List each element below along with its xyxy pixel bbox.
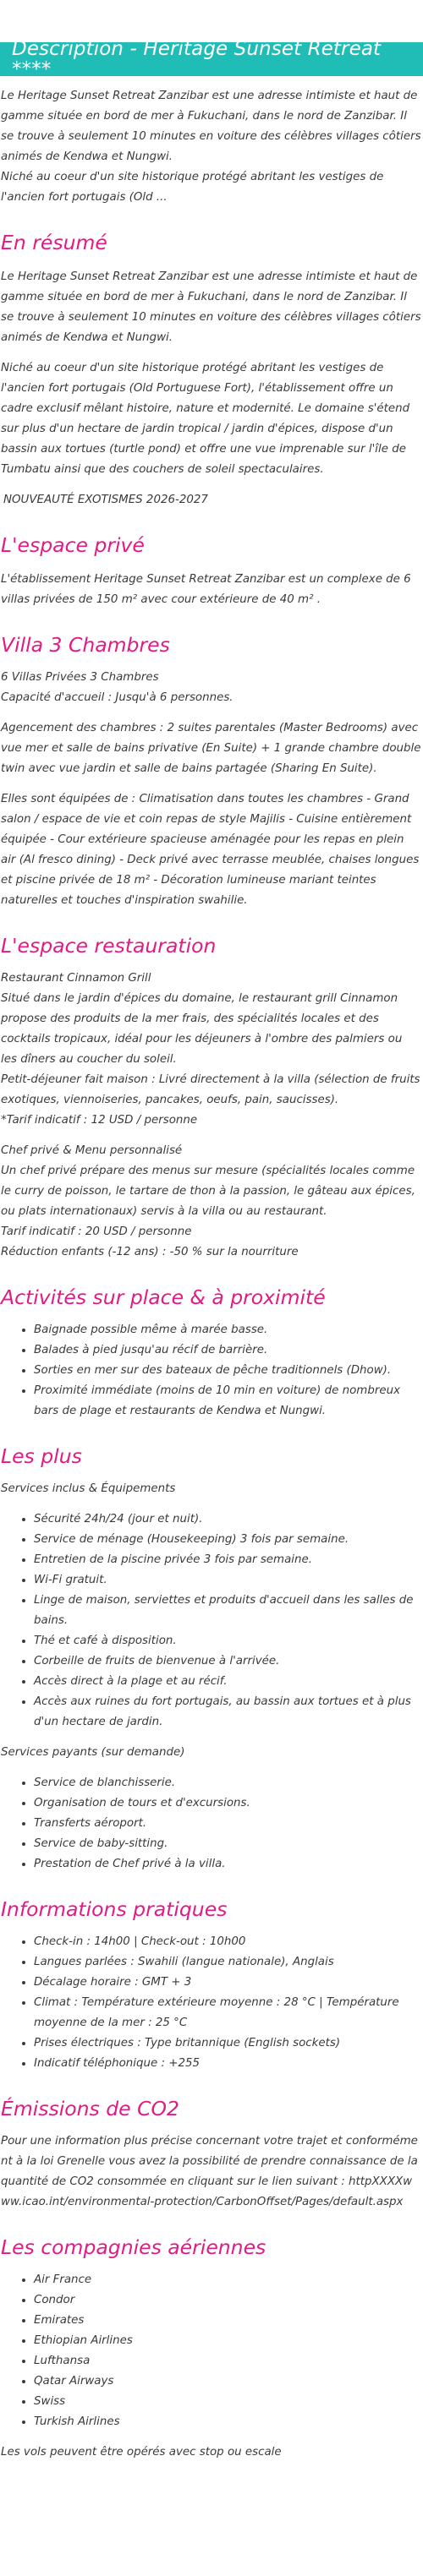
banner-title: Description - Heritage Sunset Retreat **** — [12, 38, 382, 80]
list-item: • Service de blanchisserie. — [34, 1773, 421, 1793]
list-item: • Entretien de la piscine privée 3 fois par semaine. — [34, 1550, 421, 1570]
list-item: • Accès aux ruines du fort portugais, au bassin aux tortues et à plus d'un hectare de jardin. — [34, 1692, 421, 1733]
section-title-plus: Les plus — [1, 1444, 82, 1468]
list-item: • Prises électriques : Type britannique (English sockets) — [34, 2033, 421, 2054]
plus-subtitle-2: Services payants (sur demande) — [1, 1746, 185, 1759]
villa-paragraph-2: Elles sont équipées de : Climatisation dans toutes les chambres - Grand salon / espace de vie et coin repas de style Majilis - Cuisine entièrement équipée - Cour extérieure spacieuse aménagée pour les repas en plein air (Al fresco dining) - Deck privé avec terrasse meublée, chaises longues et piscine privée de 18 m² - Décoration lumineuse mariant teintes naturelles et touches d'inspiration swahilie. — [1, 793, 420, 907]
list-item: • Condor — [34, 2290, 421, 2311]
activites-list — [1, 1320, 421, 1422]
list-item: • Service de baby-sitting. — [34, 1834, 421, 1854]
intro-paragraph-2: Niché au coeur d'un site historique protégé abritant les vestiges de l'ancien fort portugais (Old ... — [1, 171, 384, 204]
villa-paragraph-1: Agencement des chambres : 2 suites parentales (Master Bedrooms) avec vue mer et salle de bains privative (En Suite) + 1 grande chambre double twin avec vue jardin et salle de bains partagée (Sharing En Suite). — [1, 722, 421, 775]
section-title-resume: En résumé — [1, 231, 107, 254]
co2-paragraph: Pour une information plus précise concernant votre trajet et conformément à la loi Grenelle vous avez la possibilité de prendre connaissance de la quantité de CO2 consommée en cliquant sur le lien suivant : httpXXXXwww.icao.int/environmental-protection/CarbonOffset/Pages/default.aspx — [1, 2135, 418, 2208]
list-item: • Sorties en mer sur des bateaux de pêche traditionnels (Dhow). — [34, 1361, 421, 1381]
restauration-line-7: Tarif indicatif : 20 USD / personne — [1, 1225, 192, 1238]
restauration-line-1: Restaurant Cinnamon Grill — [1, 972, 151, 985]
list-item: • Corbeille de fruits de bienvenue à l'arrivée. — [34, 1651, 421, 1672]
plus-subtitle-1: Services inclus & Équipements — [1, 1482, 176, 1495]
section-title-airlines: Les compagnies aériennes — [1, 2235, 266, 2259]
list-item: • Transferts aéroport. — [34, 1814, 421, 1834]
restauration-line-5: Chef privé & Menu personnalisé — [1, 1144, 183, 1157]
restauration-line-4: *Tarif indicatif : 12 USD / personne — [1, 1114, 198, 1127]
restauration-line-6: Un chef privé prépare des menus sur mesure (spécialités locales comme le curry de poisson, le tartare de thon à la passion, le gâteau aux épices, ou plats internationaux) servis à la villa ou au restaurant. — [1, 1165, 415, 1218]
section-title-co2: Émissions de CO2 — [1, 2097, 179, 2120]
list-item: • Air France — [34, 2270, 421, 2290]
resume-paragraph-2: Niché au coeur d'un site historique protégé abritant les vestiges de l'ancien fort portugais (Old Portuguese Fort), l'établissement offre un cadre exclusif mêlant histoire, nature et modernité. Le domaine s'étend sur plus d'un hectare de jardin tropical / jardin d'épices, dispose d'un bassin aux tortues (turtle pond) et offre une vue imprenable sur l'île de Tumbatu ainsi que des couchers de soleil spectaculaires. — [1, 362, 410, 476]
list-item: • Wi-Fi gratuit. — [34, 1570, 421, 1591]
list-item: • Langues parlées : Swahili (langue nationale), Anglais — [34, 1952, 421, 1973]
list-item: • Décalage horaire : GMT + 3 — [34, 1973, 421, 1993]
list-item: • Proximité immédiate (moins de 10 min en voiture) de nombreux bars de plage et restaurants de Kendwa et Nungwi. — [34, 1381, 421, 1422]
plus-list-2 — [1, 1773, 421, 1875]
airlines-list — [1, 2270, 421, 2432]
main-content — [0, 86, 423, 2463]
list-item: • Prestation de Chef privé à la villa. — [34, 1854, 421, 1875]
list-item: • Turkish Airlines — [34, 2412, 421, 2432]
section-title-espace-prive: L'espace privé — [1, 533, 145, 557]
list-item: • Balades à pied jusqu'au récif de barrière. — [34, 1340, 421, 1361]
restauration-line-3: Petit-déjeuner fait maison : Livré directement à la villa (sélection de fruits exotiques, viennoiseries, pancakes, oeufs, pain, saucisses). — [1, 1073, 420, 1106]
list-item: • Indicatif téléphonique : +255 — [34, 2054, 421, 2074]
list-item: • Baignade possible même à marée basse. — [34, 1320, 421, 1340]
list-item: • Qatar Airways — [34, 2371, 421, 2392]
list-item: • Swiss — [34, 2392, 421, 2412]
villa-line-1: 6 Villas Privées 3 Chambres — [1, 671, 159, 684]
list-item: • Lufthansa — [34, 2351, 421, 2371]
infos-list — [1, 1932, 421, 2074]
list-item: • Sécurité 24h/24 (jour et nuit). — [34, 1509, 421, 1530]
list-item: • Ethiopian Airlines — [34, 2331, 421, 2351]
list-item: • Service de ménage (Housekeeping) 3 fois par semaine. — [34, 1530, 421, 1550]
resume-paragraph-1: Le Heritage Sunset Retreat Zanzibar est une adresse intimiste et haut de gamme située en bord de mer à Fukuchani, dans le nord de Zanzibar. Il se trouve à seulement 10 minutes en voiture des célèbres villages côtiers animés de Kendwa et Nungwi. — [1, 270, 421, 344]
list-item: • Climat : Température extérieure moyenne : 28 °C | Température moyenne de la mer : 25 °C — [34, 1993, 421, 2033]
villa-line-2: Capacité d'accueil : Jusqu'à 6 personnes. — [1, 691, 233, 704]
list-item: • Accès direct à la plage et au récif. — [34, 1672, 421, 1692]
section-title-infos: Informations pratiques — [1, 1897, 228, 1921]
description-banner — [0, 38, 423, 80]
section-title-activites: Activités sur place & à proximité — [1, 1285, 326, 1309]
section-title-villa: Villa 3 Chambres — [1, 633, 170, 657]
list-item: • Linge de maison, serviettes et produits d'accueil dans les salles de bains. — [34, 1591, 421, 1631]
airlines-note: Les vols peuvent être opérés avec stop ou escale — [1, 2446, 282, 2459]
plus-list-1 — [1, 1509, 421, 1733]
espace-prive-paragraph: L'établissement Heritage Sunset Retreat Zanzibar est un complexe de 6 villas privées de 150 m² avec cour extérieure de 40 m² . — [1, 573, 411, 606]
intro-paragraph: Le Heritage Sunset Retreat Zanzibar est une adresse intimiste et haut de gamme située en bord de mer à Fukuchani, dans le nord de Zanzibar. Il se trouve à seulement 10 minutes en voiture des célèbres villages côtiers animés de Kendwa et Nungwi. — [1, 90, 421, 163]
list-item: • Emirates — [34, 2311, 421, 2331]
list-item: • Check-in : 14h00 | Check-out : 10h00 — [34, 1932, 421, 1952]
restauration-line-2: Situé dans le jardin d'épices du domaine, le restaurant grill Cinnamon propose des produits de la mer frais, des spécialités locales et des cocktails tropicaux, idéal pour les déjeuners à l'ombre des palmiers ou les dîners au coucher du soleil. — [1, 992, 403, 1066]
section-title-restauration: L'espace restauration — [1, 934, 217, 958]
list-item: • Organisation de tours et d'excursions. — [34, 1793, 421, 1814]
restauration-line-8: Réduction enfants (-12 ans) : -50 % sur la nourriture — [1, 1246, 299, 1258]
resume-nouveaute: NOUVEAUTÉ EXOTISMES 2026-2027 — [3, 494, 208, 506]
list-item: • Thé et café à disposition. — [34, 1631, 421, 1651]
